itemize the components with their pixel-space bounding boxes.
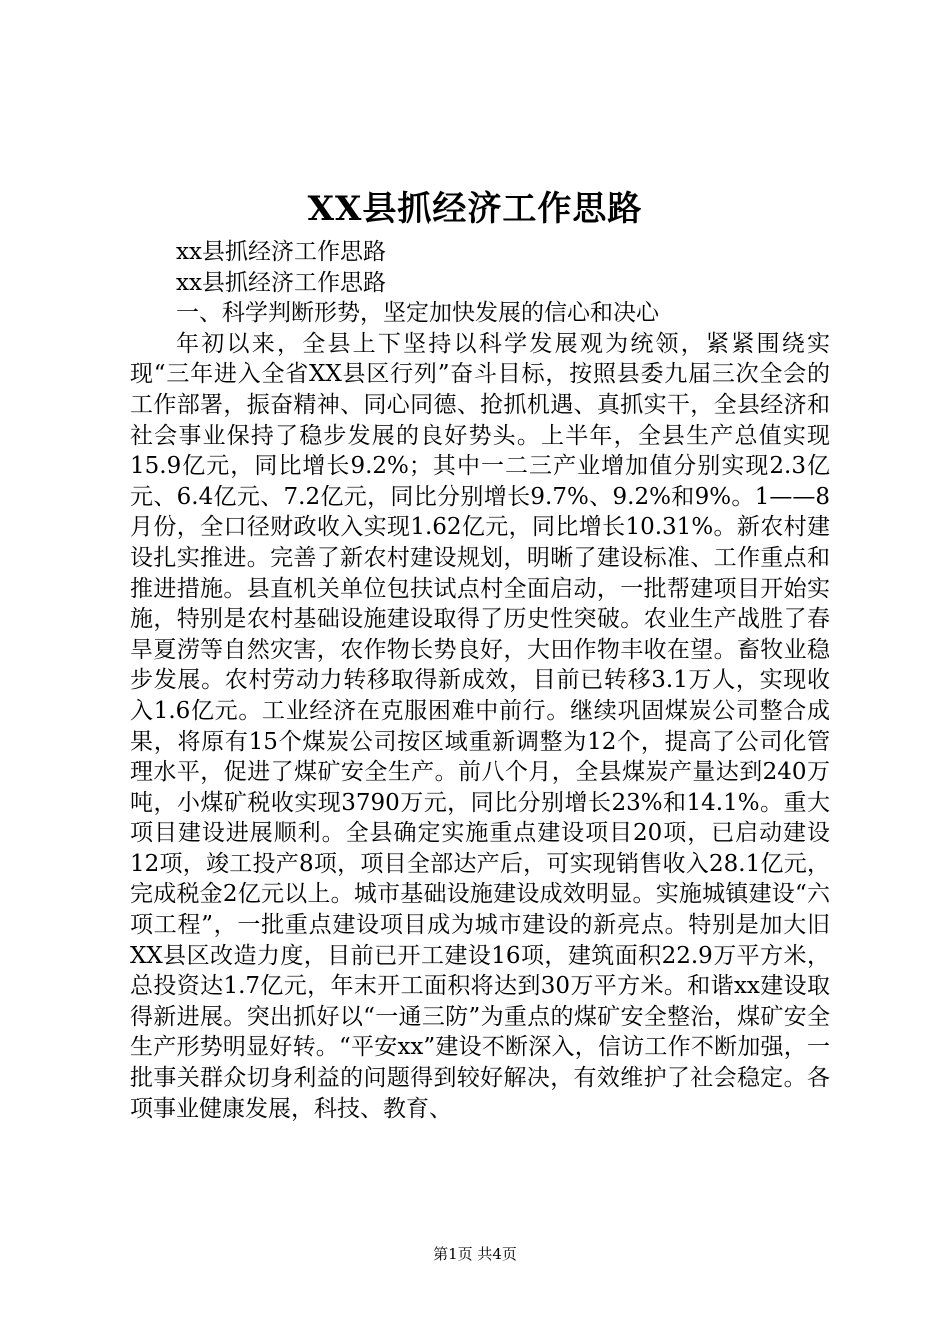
document-title: XX县抓经济工作思路 <box>307 189 643 229</box>
body-paragraph: xx县抓经济工作思路 <box>176 239 386 265</box>
body-paragraph: xx县抓经济工作思路 <box>176 269 386 296</box>
body-paragraph: 年初以来，全县上下坚持以科学发展观为统领，紧紧围绕实现“三年进入全省XX县区行列”奋斗目标，按照县委九届三次全会的工作部署，振奋精神、同心同德、抢抓机遇、真抓实干，全县经济和社会事业保持了稳步发展的良好势头。上半年，全县生产总值实现15.9亿元，同比增长9.2%；其中一二三产业增加值分别实现2.3亿元、6.4亿元、7.2亿元，同比分别增长9.7%、9.2%和9%。1——8月份，全口径财政收入实现1.62亿元，同比增长10.31%。新农村建设扎实推进。完善了新农村建设规划，明晰了建设标准、工作重点和推进措施。县直机关单位包扶试点村全面启动，一批帮建项目开始实施，特别是农村基础设施建设取得了历史性突破。农业生产战胜了春旱夏涝等自然灾害，农作物长势良好，大田作物丰收在望。畜牧业稳步发展。农村劳动力转移取得新成效，目前已转移3.1万人，实现收入1.6亿元。工业经济在克服困难中前行。继续巩固煤炭公司整合成果，将原有15个煤炭公司按区域重新调整为12个，提高了公司化管理水平，促进了煤矿安全生产。前八个月，全县煤炭产量达到240万吨，小煤矿税收实现3790万元，同比分别增长23%和14.1%。重大项目建设进展顺利。全县确定实施重点建设项目20项，已启动建设12项，竣工投产8项，项目全部达产后，可实现销售收入28.1亿元，完成税金2亿元以上。城市基础设施建设成效明显。实施城镇建设“六项工程”，一批重点建设项目成为城市建设的新亮点。特别是加大旧XX县区改造力度，目前已开工建设16项，建筑面积22.9万平方米，总投资达1.7亿元，年末开工面积将达到30万平方米。和谐xx建设取得新进展。突出抓好以“一通三防”为重点的煤矿安全整治，煤矿安全生产形势明显好转。“平安xx”建设不断深入，信访工作不断加强，一批事关群众切身利益的问题得到较好解决，有效维护了社会稳定。各项事业健康发展，科技、教育、 <box>130 330 830 1122</box>
page-footer: 第1页 共4页 <box>433 1245 517 1263</box>
document-body <box>130 237 830 1124</box>
section-heading: 一、科学判断形势，坚定加快发展的信心和决心 <box>176 300 659 327</box>
